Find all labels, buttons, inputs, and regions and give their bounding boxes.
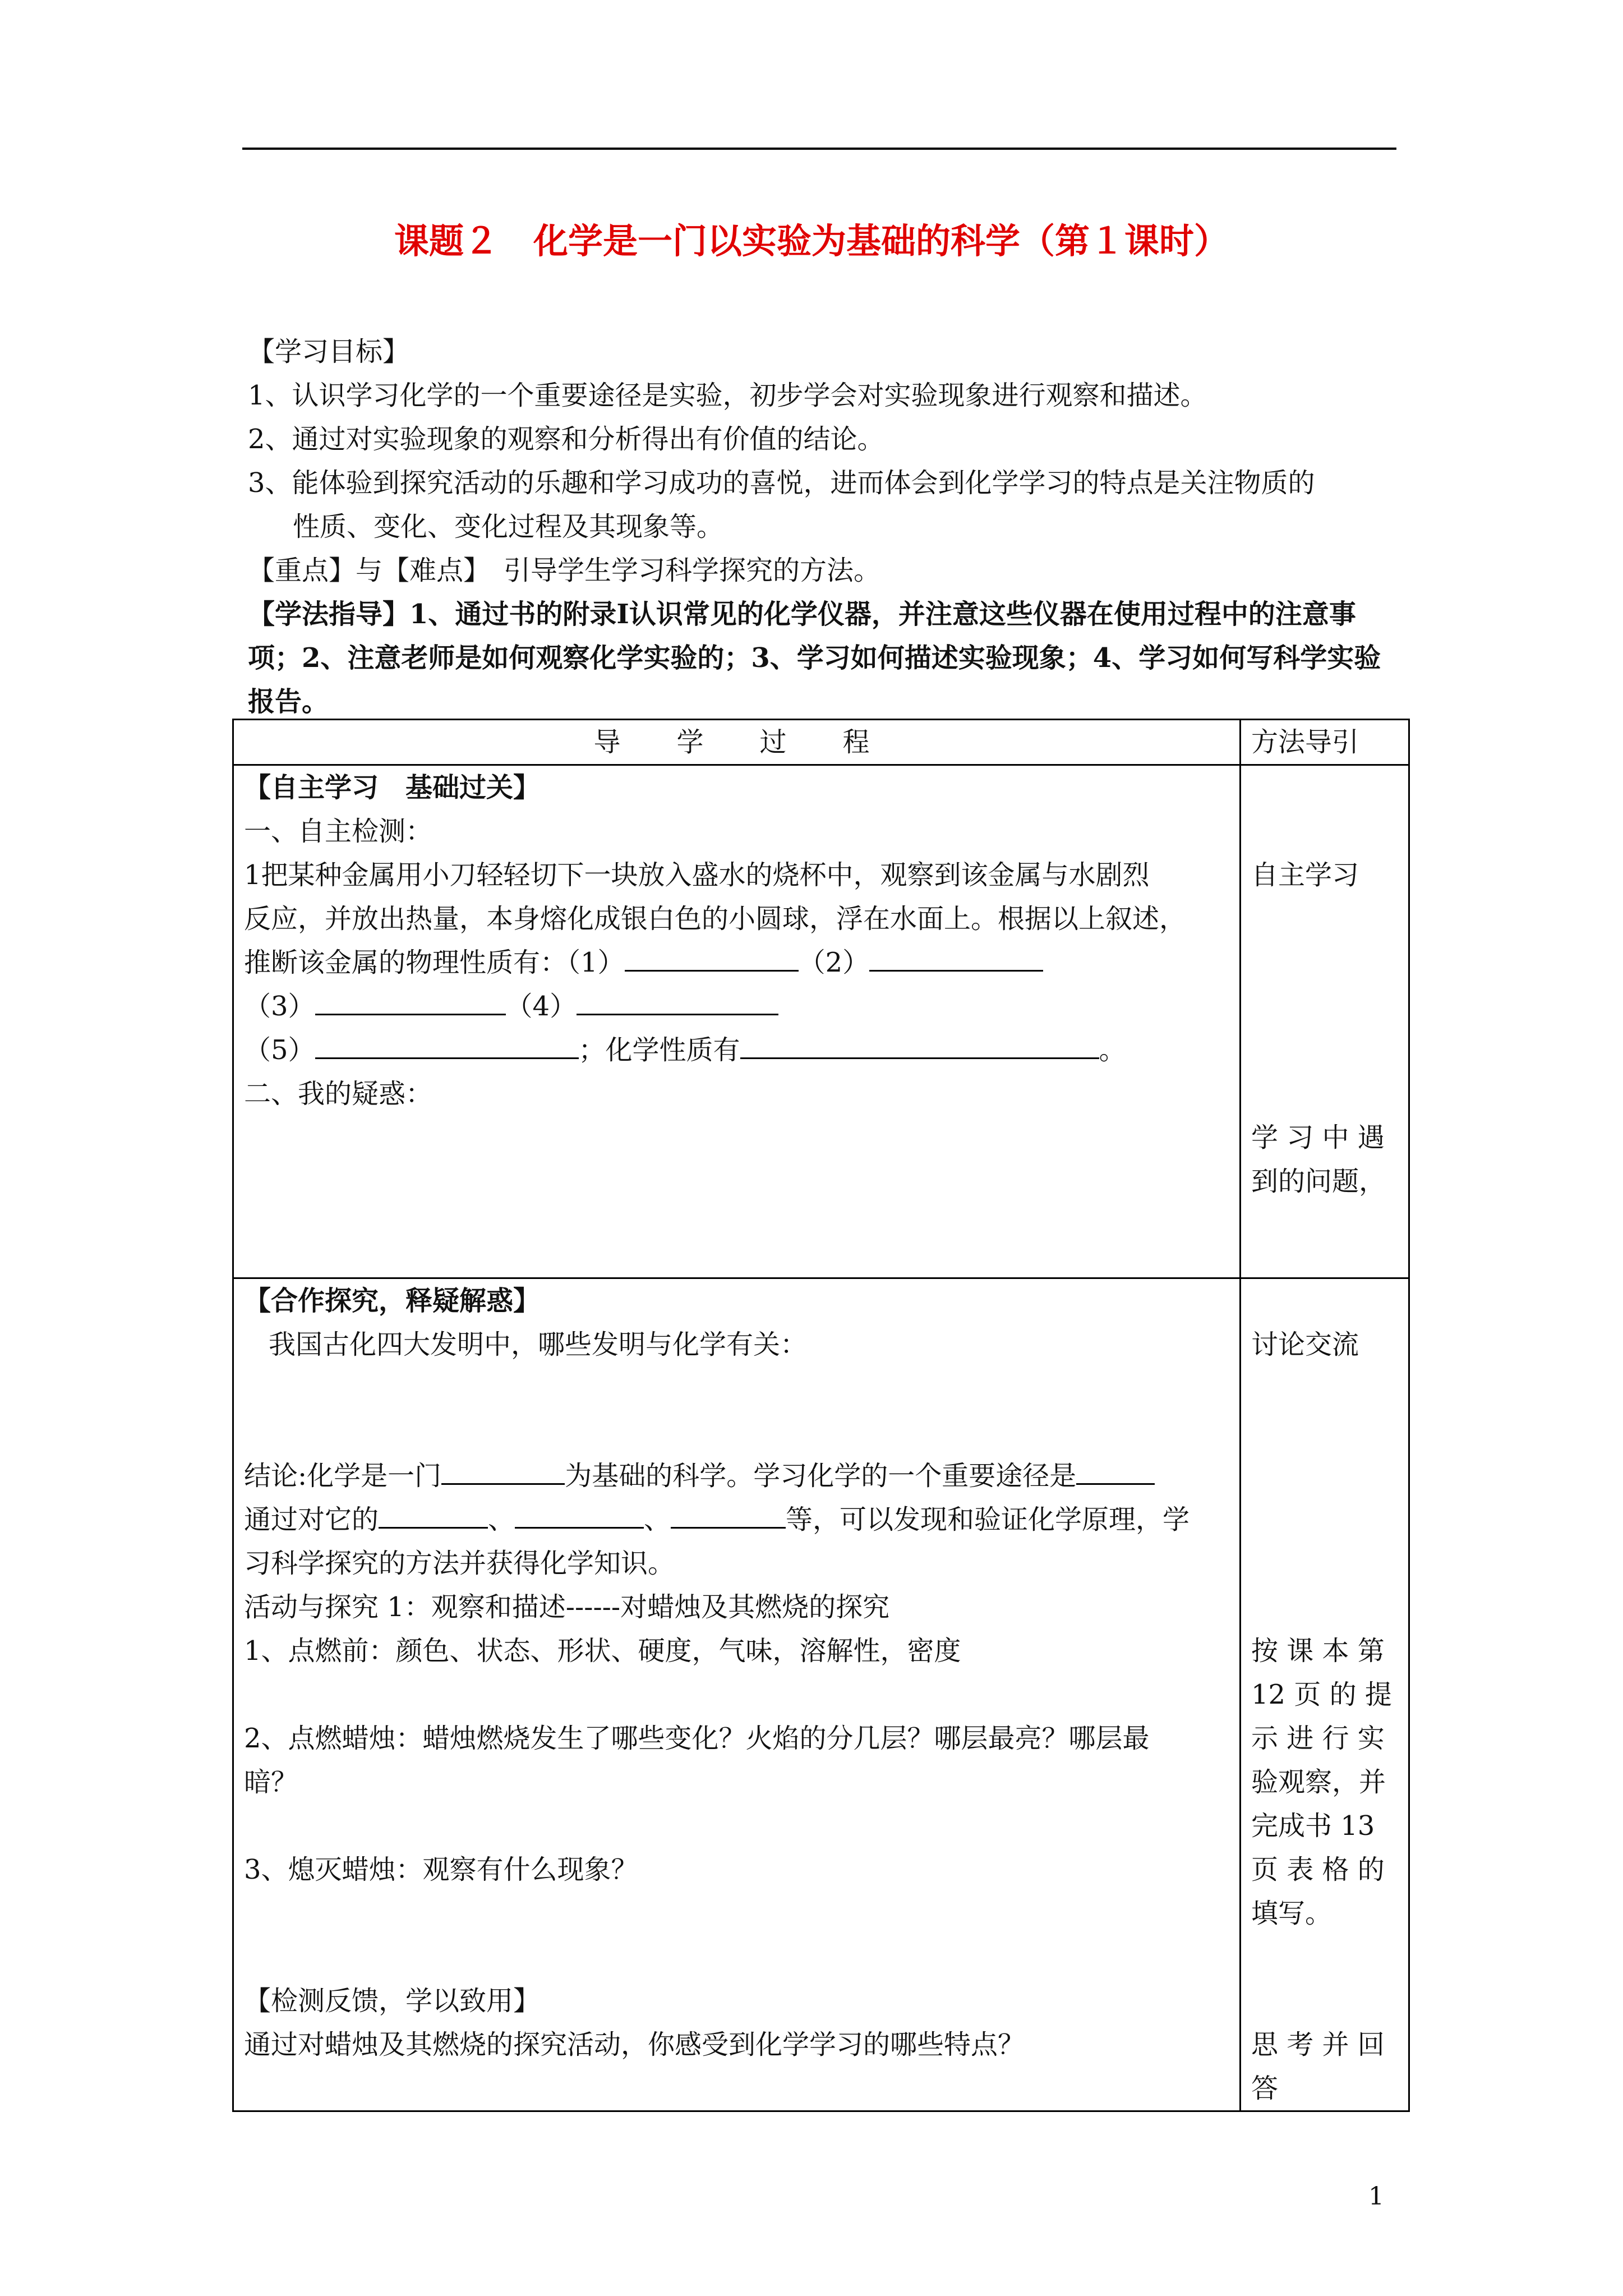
- method-note: 到的问题，: [1251, 1166, 1386, 1197]
- chem-label: ；化学性质有: [578, 1034, 740, 1066]
- method-note: 答: [1251, 2073, 1279, 2104]
- method-cell: [1241, 1278, 1409, 2111]
- learning-goals: [248, 330, 1396, 724]
- method-note: 讨论交流: [1251, 1329, 1359, 1360]
- question-line: 反应，并放出热量，本身熔化成银白色的小圆球，浮在水面上。根据以上叙述，: [244, 903, 1187, 935]
- method-note: 学 习 中 遇: [1251, 1122, 1385, 1153]
- blank-label: （1）: [567, 947, 625, 978]
- activity-title: 活动与探究 1：观察和描述------对蜡烛及其燃烧的探究: [244, 1591, 890, 1623]
- blank-label: （4）: [505, 991, 577, 1022]
- goal-item: 性质、变化、变化过程及其现象等。: [293, 511, 724, 542]
- answer-blank[interactable]: [1076, 1458, 1155, 1485]
- question-line: 我国古化四大发明中，哪些发明与化学有关：: [269, 1329, 808, 1360]
- section-heading: 【自主学习 基础过关】: [244, 772, 541, 803]
- guided-learning-table: [232, 719, 1410, 2112]
- page-number: 1: [1368, 2182, 1384, 2211]
- conclusion-line: 习科学探究的方法并获得化学知识。: [244, 1548, 675, 1579]
- cooperative-cell: [233, 1278, 1241, 2111]
- goal-item: 3、能体验到探究活动的乐趣和学习成功的喜悦，进而体会到化学学习的特点是关注物质的: [248, 467, 1315, 499]
- method-note: 验观察，并: [1251, 1766, 1386, 1798]
- method-note: 12 页 的 提: [1251, 1679, 1392, 1710]
- activity-step: 暗？: [244, 1766, 298, 1798]
- answer-blank[interactable]: [315, 989, 506, 1015]
- method-note: 示 进 行 实: [1251, 1723, 1385, 1754]
- method-note: 思 考 并 回: [1251, 2029, 1385, 2060]
- answer-blank[interactable]: [869, 945, 1043, 972]
- answer-blank[interactable]: [577, 989, 778, 1015]
- conclusion-line: 结论:化学是一门 为基础的科学。学习化学的一个重要途径是: [244, 1454, 1229, 1498]
- section-heading: 【合作探究，释疑解惑】: [244, 1285, 541, 1317]
- blank-line: [244, 984, 1229, 1028]
- feedback-question: 通过对蜡烛及其燃烧的探究活动，你感受到化学学习的哪些特点？: [244, 2029, 1025, 2060]
- blank-label: （3）: [244, 991, 315, 1022]
- method-note: 自主学习: [1251, 859, 1359, 891]
- header-rule: [242, 148, 1396, 150]
- table-header-row: [233, 720, 1409, 765]
- question-line: 推断该金属的物理性质有：（1） （2）: [244, 941, 1229, 984]
- method-note: 填写。: [1251, 1898, 1332, 1929]
- header-process: 导学过程: [233, 720, 1241, 765]
- answer-blank[interactable]: [625, 945, 799, 972]
- method-guide: 【学法指导】1、通过书的附录Ⅰ认识常见的化学仪器，并注意这些仪器在使用过程中的注意事项；2、注意老师是如何观察化学实验的；3、学习如何描述实验现象；4、学习如何写科学实验报告。: [248, 599, 1381, 717]
- method-cell: [1241, 765, 1409, 1278]
- feedback-heading: 【检测反馈，学以致用】: [244, 1985, 541, 2017]
- answer-blank[interactable]: [515, 1502, 644, 1529]
- answer-blank[interactable]: [740, 1033, 1099, 1059]
- subheading: 二、我的疑惑：: [244, 1078, 433, 1110]
- activity-step: 3、熄灭蜡烛：观察有什么现象？: [244, 1854, 638, 1885]
- self-study-cell: [233, 765, 1241, 1278]
- subheading: 一、自主检测：: [244, 816, 433, 847]
- goal-item: 2、通过对实验现象的观察和分析得出有价值的结论。: [248, 424, 884, 455]
- activity-step: 2、点燃蜡烛：蜡烛燃烧发生了哪些变化？火焰的分几层？哪层最亮？哪层最: [244, 1723, 1150, 1754]
- question-line: 1把某种金属用小刀轻轻切下一块放入盛水的烧杯中，观察到该金属与水剧烈: [244, 859, 1150, 891]
- method-note: 按 课 本 第: [1251, 1635, 1385, 1667]
- blank-line: （5） ；化学性质有 。: [244, 1028, 1229, 1072]
- blank-label: （2）: [798, 947, 870, 978]
- conclusion-line: 通过对它的 、 、 等，可以发现和验证化学原理，学: [244, 1498, 1229, 1542]
- answer-blank[interactable]: [671, 1502, 786, 1529]
- page-title: 课题２ 化学是一门以实验为基础的科学（第１课时）: [394, 220, 1229, 261]
- table-row: [233, 765, 1409, 1278]
- blank-label: （5）: [244, 1034, 315, 1066]
- header-method: 方法导引: [1241, 720, 1409, 765]
- answer-blank[interactable]: [441, 1458, 565, 1485]
- activity-step: 1、点燃前：颜色、状态、形状、硬度，气味，溶解性，密度: [244, 1635, 961, 1667]
- answer-blank[interactable]: [315, 1033, 579, 1059]
- method-note: 完成书 13: [1251, 1810, 1375, 1842]
- key-points: 【重点】与【难点】 引导学生学习科学探究的方法。: [248, 555, 881, 586]
- table-row: [233, 1278, 1409, 2111]
- goal-item: 1、认识学习化学的一个重要途径是实验，初步学会对实验现象进行观察和描述。: [248, 380, 1207, 411]
- goals-heading: 【学习目标】: [248, 336, 410, 367]
- method-note: 页 表 格 的: [1251, 1854, 1385, 1885]
- answer-blank[interactable]: [379, 1502, 488, 1529]
